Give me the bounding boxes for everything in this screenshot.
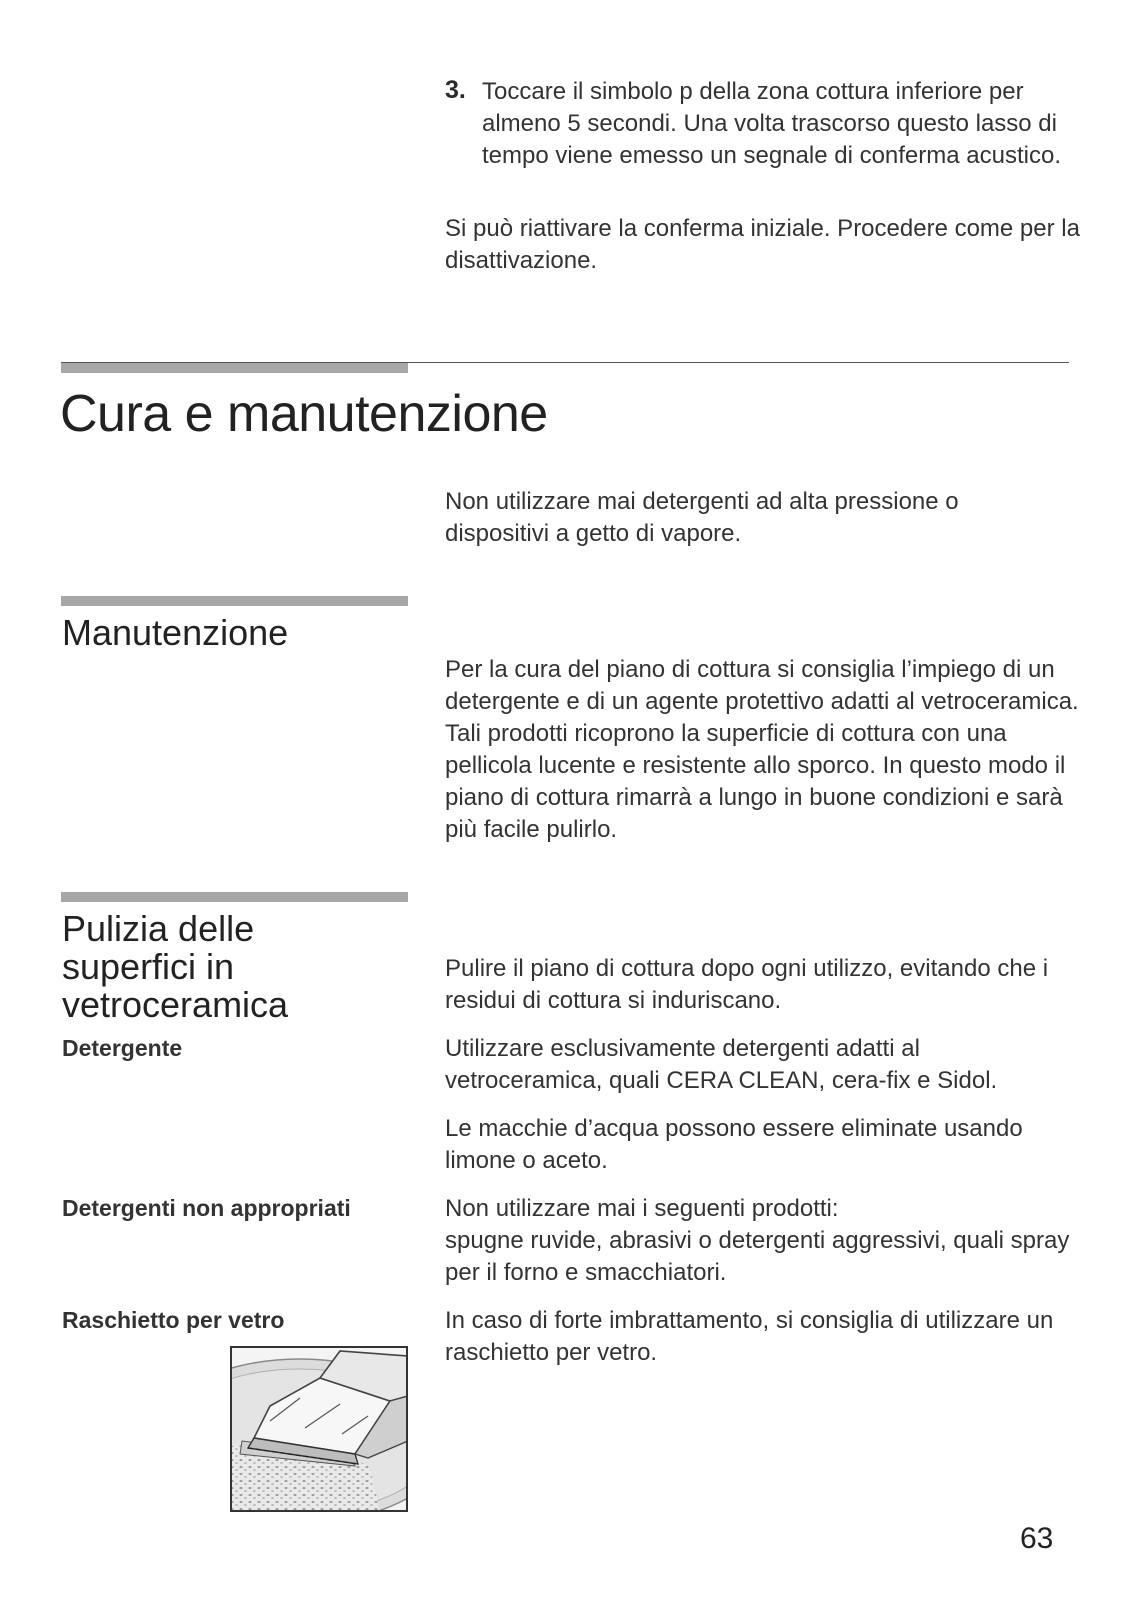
manutenzione-bar	[61, 596, 408, 606]
raschietto-label: Raschietto per vetro	[62, 1307, 285, 1333]
step-number: 3.	[445, 76, 466, 104]
page-title: Cura e manutenzione	[60, 385, 548, 443]
step-text: Toccare il simbolo p della zona cottura inferiore per almeno 5 secondi. Una volta trascorso questo lasso di tempo viene emesso un segnale di conferma acustico.	[482, 78, 1061, 169]
title-rule	[61, 362, 1069, 363]
detergente-label: Detergente	[62, 1035, 183, 1061]
step-note: Si può riattivare la conferma iniziale. Procedere come per la disattivazione.	[445, 215, 1080, 274]
detergente-text-2: Le macchie d’acqua possono essere eliminate usando limone o aceto.	[445, 1115, 1023, 1174]
intro-text: Non utilizzare mai detergenti ad alta pressione o dispositivi a getto di vapore.	[445, 488, 959, 547]
pulizia-text: Pulire il piano di cottura dopo ogni utilizzo, evitando che i residui di cottura si induriscano.	[445, 955, 1049, 1014]
pulizia-heading-line2: superfici in	[62, 946, 235, 987]
non-appropriati-line-2: spugne ruvide, abrasivi o detergenti aggressivi, quali spray per il forno e smacchiatori.	[445, 1227, 1070, 1286]
page-number: 63	[1020, 1522, 1054, 1555]
pulizia-heading-line1: Pulizia delle	[62, 908, 255, 949]
pulizia-bar	[61, 892, 408, 902]
title-grey-bar	[61, 363, 408, 373]
manutenzione-heading: Manutenzione	[62, 612, 289, 653]
detergente-text-1: Utilizzare esclusivamente detergenti adatti al vetroceramica, quali CERA CLEAN, cera-fix e Sidol.	[445, 1035, 998, 1094]
raschietto-text: In caso di forte imbrattamento, si consiglia di utilizzare un raschietto per vetro.	[445, 1307, 1054, 1366]
non-appropriati-label: Detergenti non appropriati	[62, 1195, 351, 1221]
manutenzione-text: Per la cura del piano di cottura si consiglia l’impiego di un detergente e di un agente protettivo adatti al vetroceramica. Tali prodotti ricoprono la superficie di cottura con una pellicola lucente e resistente allo sporco. In questo modo il piano di cottura rimarrà a lungo in buone condizioni e sarà più facile pulirlo.	[445, 656, 1079, 843]
glass-scraper-illustration	[230, 1346, 408, 1512]
pulizia-heading	[62, 910, 422, 1024]
pulizia-heading-line3: vetroceramica	[62, 984, 289, 1025]
non-appropriati-line-1: Non utilizzare mai i seguenti prodotti:	[445, 1195, 839, 1222]
